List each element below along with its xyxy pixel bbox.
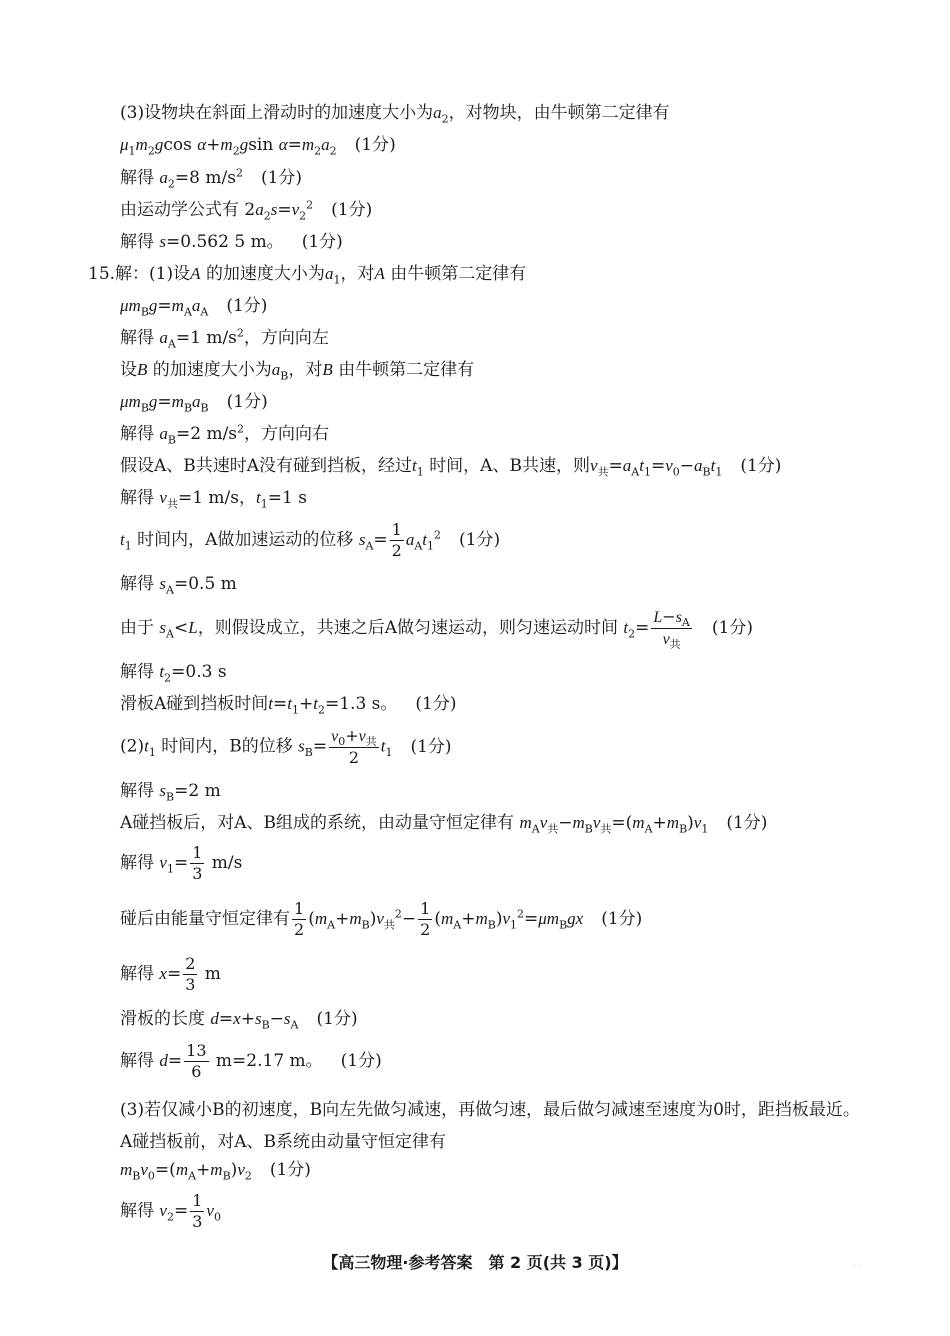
line-part3-paragraph: (3)若仅减小B的初速度，B向左先做匀减速，再做匀速，最后做匀减速至速度为0时，距挡板最近。A碰挡板前，对A、B系统由动量守恒定律有 xyxy=(120,1100,860,1152)
line-assume-common-speed: 假设A、B共速时A没有碰到挡板，经过$t_1$ 时间，A、B共速，则$v_共=a_At_1=v_0-a_Bt_1$ (1分) xyxy=(120,456,782,479)
line-solve-v2: 解得 $v_2=$ $\frac{1}{3}$ $v_0$ xyxy=(120,1191,221,1231)
line-part2-sB: $(2)t_1$ 时间内，B的位移 $s_B=$ $\frac{v_0+v_共}{2}$ $t_1$ (1分) xyxy=(120,726,452,767)
line-solve-sB: 解得 $s_B=2$ m xyxy=(120,781,221,804)
line-solve-d: 解得 d= $\frac{13}{6}$ m=2.17 m。 (1分) xyxy=(120,1041,382,1081)
line-board-length: 滑板的长度 $d=x+s_B-s_A$ (1分) xyxy=(120,1009,358,1032)
line-solve-x: 解得 x= $\frac{2}{3}$ m xyxy=(120,954,221,994)
line-kinematics: 由运动学公式有 $2a_2s=v_2^2$ (1分) xyxy=(120,198,373,223)
line-momentum: A碰挡板后，对A、B组成的系统，由动量守恒定律有 $m_Av_共-m_Bv_共=(m_A+m_B)v_1$ (1分) xyxy=(120,813,768,836)
line-newton-block: $\mu_1m_2gcos$ $\alpha+m_2gsin$ $\alpha=m_2a_2$ (1分) xyxy=(120,135,396,158)
line-solve-s: 解得 s=0.562 5 m。 (1分) xyxy=(120,232,343,252)
line-part3-intro: (3)设物块在斜面上滑动时的加速度大小为$a_2$，对物块，由牛顿第二定律有 xyxy=(120,103,670,126)
line-solve-vgong: 解得 $v_共=1$ m/s，$t_1=1$ s xyxy=(120,488,307,511)
line-set-B: 设B 的加速度大小为$a_B$，对B 由牛顿第二定律有 xyxy=(120,360,475,383)
line-newton-B: $\mu m_Bg=m_Ba_B$ (1分) xyxy=(120,392,268,415)
page-footer: 【高三物理·参考答案 第 2 页(共 3 页)】 xyxy=(322,1253,628,1272)
line-uniform-time: 由于 $s_A<L$，则假设成立，共速之后A做匀速运动，则匀速运动时间 $t_2=$ $\frac{L-s_A}{v_共}$ (1分) xyxy=(120,607,753,652)
line-solve-t2: 解得 $t_2=0.3$ s xyxy=(120,662,227,685)
line-sA-formula: $t_1$ 时间内，A做加速运动的位移 $s_A=$ $\frac{1}{2}$ $a_At_1^2$ (1分) xyxy=(120,520,501,560)
corner-mark: · · xyxy=(852,1262,861,1272)
line-solve-a2: 解得 $a_2=8$ $m/s^2$ (1分) xyxy=(120,166,303,191)
line-solve-v1: 解得 $v_1=$ $\frac{1}{3}$ m/s xyxy=(120,843,243,883)
line-solve-sA: 解得 $s_A=0.5$ m xyxy=(120,574,237,597)
line-hit-time: 滑板A碰到挡板时间$t=t_1+t_2=1.3$ s。 (1分) xyxy=(120,694,457,717)
line-newton-A: $\mu m_Bg=m_Aa_A$ (1分) xyxy=(120,296,268,319)
line-solve-aB: 解得 $a_B=2$ $m/s^2$，方向向右 xyxy=(120,422,330,447)
line-momentum-p3: $m_Bv_0=(m_A+m_B)v_2$ (1分) xyxy=(120,1160,311,1183)
line-q15-intro: 15.解：(1)设A 的加速度大小为$a_1$，对A 由牛顿第二定律有 xyxy=(88,264,527,287)
line-energy: 碰后由能量守恒定律有 $\frac{1}{2}$ $(m_A+m_B)v_共^2-$ $\frac{1}{2}$ $(m_A+m_B)v_1^2=\mu m_Bgx$ (1分) xyxy=(120,899,643,939)
line-solve-aA: 解得 $a_A=1$ $m/s^2$，方向向左 xyxy=(120,326,329,351)
